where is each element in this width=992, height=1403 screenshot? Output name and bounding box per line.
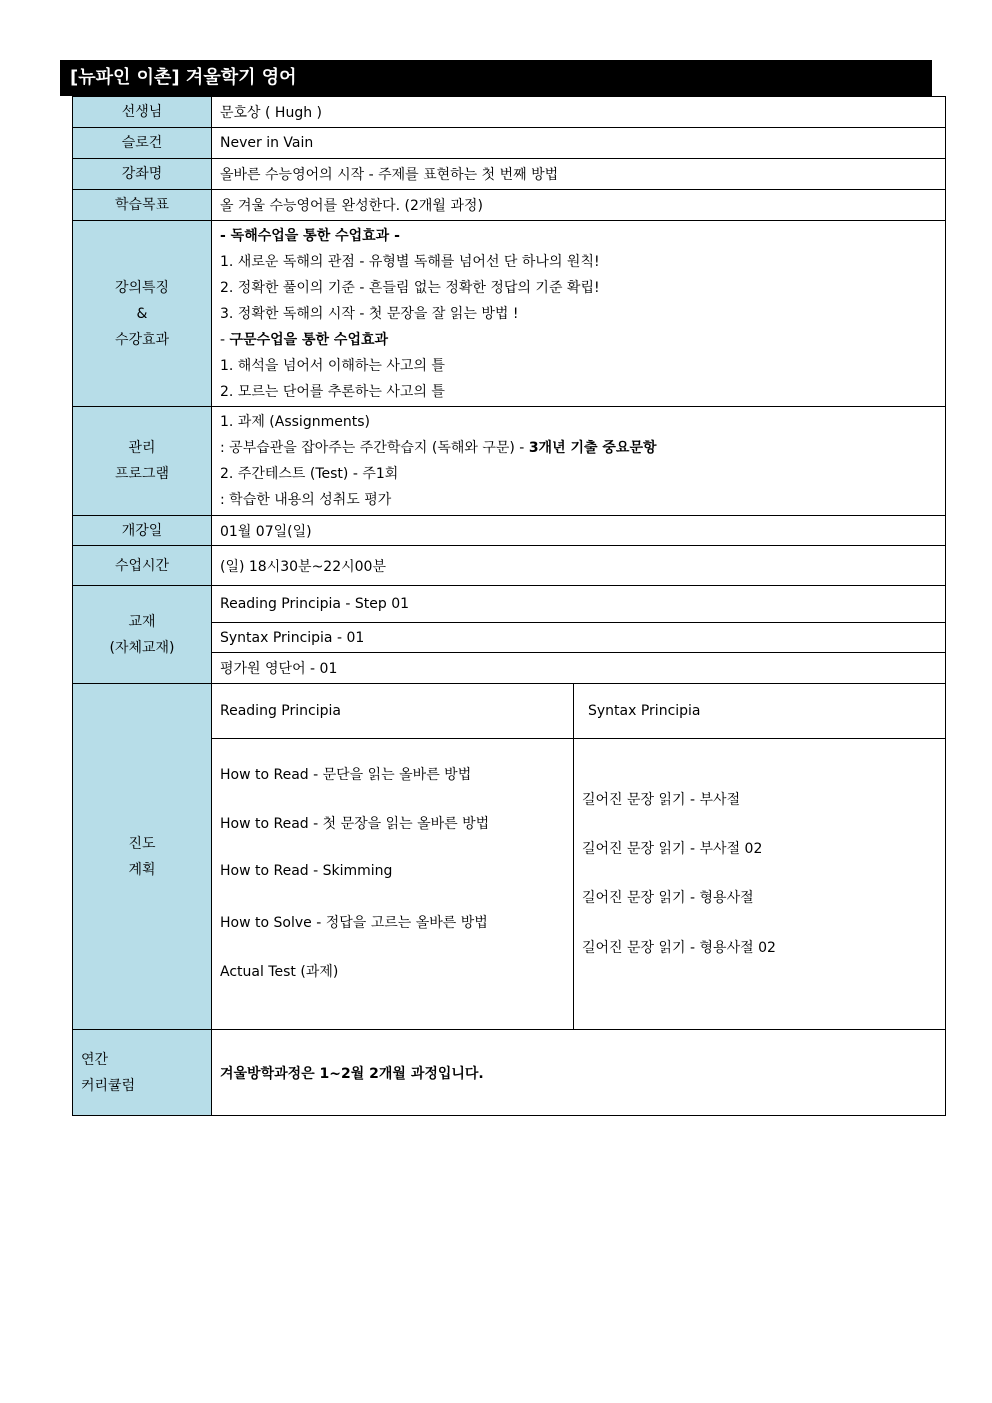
label-features-line1: 강의특징: [114, 279, 170, 296]
features-heading-syntax: [220, 327, 388, 353]
program-line-4: : 학습한 내용의 성취도 평가: [220, 492, 392, 508]
label-books: [72, 585, 212, 684]
page-title: [뉴파인 이촌] 겨울학기 영어: [60, 60, 932, 96]
value-time: (일) 18시30분~22시00분: [211, 545, 946, 586]
label-start: 개강일: [72, 515, 212, 546]
plan-col1-item: How to Solve - 정답을 고르는 올바른 방법: [220, 915, 488, 931]
features-line-5: 2. 모르는 단어를 추론하는 사고의 틀: [220, 383, 445, 400]
plan-col2-header: Syntax Principia: [573, 683, 946, 739]
label-program: [72, 406, 212, 516]
plan-col1-item: How to Read - 문단을 읽는 올바른 방법: [220, 767, 472, 783]
label-goal: 학습목표: [72, 189, 212, 221]
label-plan-line1: 진도: [128, 835, 156, 852]
features-heading-syntax-text: 구문수업을 통한 수업효과: [229, 331, 389, 348]
label-annual: [72, 1029, 212, 1116]
features-line-4: 1. 해석을 넘어서 이해하는 사고의 틀: [220, 357, 445, 374]
value-course: 올바른 수능영어의 시작 - 주제를 표현하는 첫 번째 방법: [211, 158, 946, 190]
value-start: 01월 07일(일): [211, 515, 946, 546]
book-item-3: 평가원 영단어 - 01: [211, 652, 946, 684]
label-books-line2: (자체교재): [109, 639, 175, 656]
label-program-line2: 프로그램: [114, 466, 170, 482]
plan-col1-item: How to Read - 첫 문장을 읽는 올바른 방법: [220, 816, 490, 832]
label-program-line1: 관리: [128, 440, 156, 456]
label-slogan: 슬로건: [72, 127, 212, 159]
features-line-2: 2. 정확한 풀이의 기준 - 흔들림 없는 정확한 정답의 기준 확립!: [220, 279, 600, 296]
plan-col1-item: Actual Test (과제): [220, 964, 339, 980]
label-annual-line1: 연간: [81, 1051, 109, 1068]
features-heading-syntax-dash: -: [220, 331, 230, 348]
label-plan-line2: 계획: [128, 861, 156, 878]
plan-col2-item: 길어진 문장 읽기 - 부사절 02: [582, 841, 763, 857]
value-features: [211, 220, 946, 407]
features-line-1: 1. 새로운 독해의 관점 - 유형별 독해를 넘어선 단 하나의 원칙!: [220, 253, 600, 270]
label-books-line1: 교재: [128, 613, 156, 630]
features-line-3: 3. 정확한 독해의 시작 - 첫 문장을 잘 읽는 방법 !: [220, 305, 519, 322]
book-item-2: Syntax Principia - 01: [211, 622, 946, 653]
program-line-3: 2. 주간테스트 (Test) - 주1회: [220, 466, 399, 482]
program-line-2-bold: 3개년 기출 중요문항: [528, 440, 657, 456]
value-teacher: 문호상 ( Hugh ): [211, 96, 946, 128]
label-features-line2: &: [136, 305, 148, 322]
features-heading-reading: - 독해수업을 통한 수업효과 -: [220, 227, 400, 244]
plan-col1-item: How to Read - Skimming: [220, 863, 393, 879]
plan-col2-item: 길어진 문장 읽기 - 형용사절 02: [582, 940, 776, 956]
label-teacher: 선생님: [72, 96, 212, 128]
value-annual: 겨울방학과정은 1~2월 2개월 과정입니다.: [211, 1029, 946, 1116]
label-course: 강좌명: [72, 158, 212, 190]
plan-col2-item: 길어진 문장 읽기 - 부사절: [582, 792, 741, 808]
value-goal: 올 겨울 수능영어를 완성한다. (2개월 과정): [211, 189, 946, 221]
value-slogan: Never in Vain: [211, 127, 946, 159]
plan-col2-item: 길어진 문장 읽기 - 형용사절: [582, 890, 754, 906]
plan-col1-header: Reading Principia: [211, 683, 574, 739]
plan-col2-body: [573, 738, 946, 1030]
label-features: [72, 220, 212, 407]
label-annual-line2: 커리큘럼: [81, 1077, 136, 1094]
program-line-2: [220, 435, 657, 461]
label-plan: [72, 683, 212, 1030]
label-features-line3: 수강효과: [114, 331, 170, 348]
plan-col1-body: [211, 738, 574, 1030]
label-time: 수업시간: [72, 545, 212, 586]
book-item-1: Reading Principia - Step 01: [211, 585, 946, 623]
program-line-1: 1. 과제 (Assignments): [220, 414, 370, 430]
value-program: [211, 406, 946, 516]
program-line-2-text: : 공부습관을 잡아주는 주간학습지 (독해와 구문) -: [220, 440, 529, 456]
